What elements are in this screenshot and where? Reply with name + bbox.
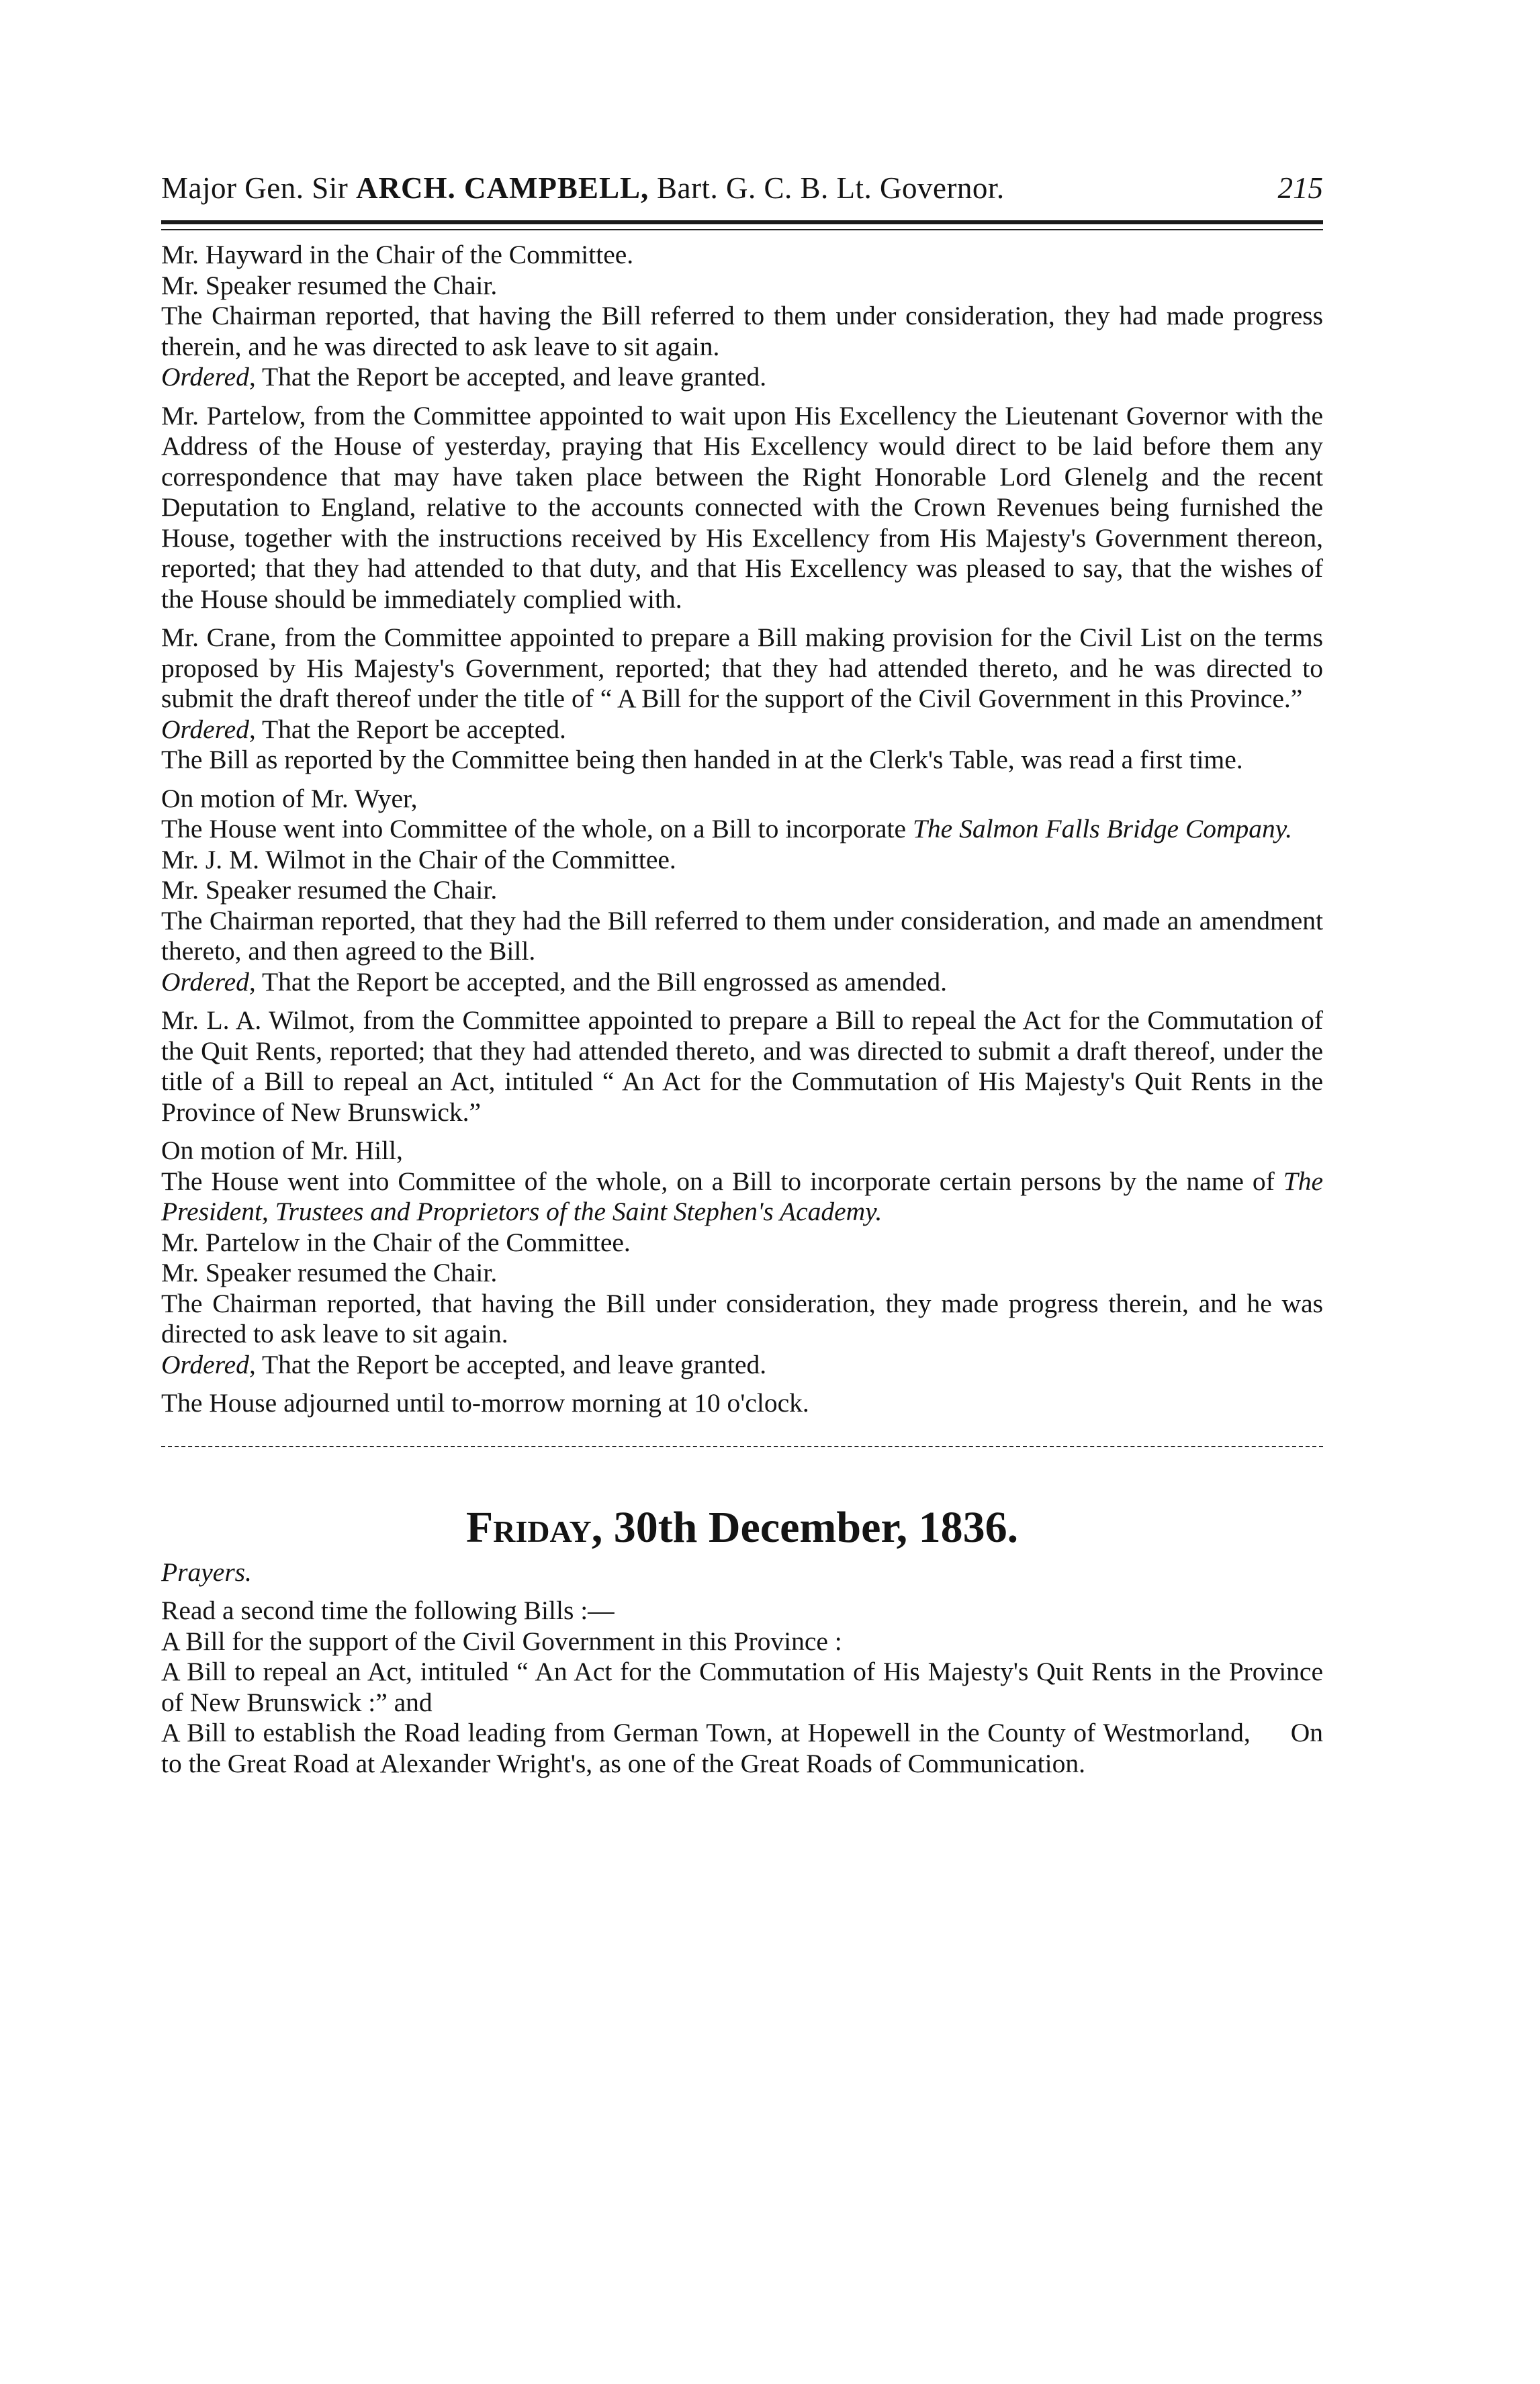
- paragraph: The House adjourned until to-morrow morning at 10 o'clock.: [161, 1388, 809, 1418]
- header-rule: [161, 220, 1323, 230]
- paragraph: Mr. L. A. Wilmot, from the Committee appointed to prepare a Bill to repeal the Act for the Commutation of the Quit Rents, reported; that they had attended thereto, and was directed to submit a draft thereof, under the title of a Bill to repeal an Act, intituled “ An Act for the Commutation of His Majesty's Quit Rents in the Province of New Brunswick.”: [161, 1005, 1323, 1127]
- journal-body: [161, 240, 1323, 1779]
- paragraph: Mr. J. M. Wilmot in the Chair of the Committee.: [161, 844, 676, 874]
- day-heading: [161, 1501, 1323, 1555]
- catchword: On: [1290, 1718, 1323, 1747]
- paragraph: The Bill as reported by the Committee being then handed in at the Clerk's Table, was read a first time.: [161, 745, 1243, 774]
- academy-name: The President, Trustees and Proprietors of the Saint Stephen's Academy.: [161, 1166, 1323, 1226]
- paragraph: A Bill to repeal an Act, intituled “ An Act for the Commutation of His Majesty's Quit Rents in the Province of New Brunswick :” and: [161, 1657, 1323, 1717]
- paragraph: On motion of Mr. Hill,: [161, 1136, 403, 1165]
- paragraph: Mr. Hayward in the Chair of the Committee.: [161, 240, 634, 269]
- paragraph: [161, 1166, 1323, 1228]
- ordered-label: Ordered,: [161, 966, 256, 997]
- last-paragraph-row: [161, 1718, 1323, 1779]
- paragraph: [161, 362, 1323, 393]
- paragraph: [161, 814, 1323, 845]
- paragraph-text: The House went into Committee of the whole, on a Bill to incorporate: [161, 814, 913, 843]
- paragraph: Mr. Partelow in the Chair of the Committee.: [161, 1227, 631, 1257]
- day-name: Friday,: [465, 1502, 603, 1552]
- paragraph-text: That the Report be accepted.: [255, 714, 566, 744]
- paragraph-text: That the Report be accepted, and leave granted.: [255, 362, 767, 392]
- section-divider: [161, 1446, 1323, 1447]
- running-title-prefix: Major Gen. Sir: [161, 171, 356, 205]
- company-name: The Salmon Falls Bridge Company.: [912, 814, 1292, 843]
- paragraph-text: The House went into Committee of the whole, on a Bill to incorporate certain persons by the name of: [161, 1166, 1283, 1196]
- paragraph: Mr. Speaker resumed the Chair.: [161, 875, 498, 905]
- prayers-label: Prayers.: [161, 1557, 252, 1587]
- paragraph-text: That the Report be accepted, and leave granted.: [255, 1349, 767, 1379]
- document-page: [161, 168, 1323, 1779]
- paragraph: A Bill to establish the Road leading from German Town, at Hopewell in the County of Westmorland, to the Great Road at Alexander Wright's, as one of the Great Roads of Communication.: [161, 1718, 1251, 1778]
- paragraph: The Chairman reported, that they had the Bill referred to them under consideration, and made an amendment thereto, and then agreed to the Bill.: [161, 905, 1323, 966]
- paragraph: [161, 1350, 1323, 1381]
- paragraph: On motion of Mr. Wyer,: [161, 783, 418, 813]
- running-title-name: ARCH. CAMPBELL,: [355, 171, 649, 205]
- running-title: [161, 168, 1005, 208]
- paragraph: [161, 967, 1323, 998]
- day-date: 30th December, 1836.: [602, 1502, 1019, 1552]
- paragraph: [161, 715, 1323, 745]
- running-title-suffix: Bart. G. C. B. Lt. Governor.: [649, 171, 1005, 205]
- paragraph: The Chairman reported, that having the Bill under consideration, they made progress therein, and he was directed to ask leave to sit again.: [161, 1288, 1323, 1348]
- paragraph: A Bill for the support of the Civil Government in this Province :: [161, 1626, 842, 1656]
- paragraph-text: That the Report be accepted, and the Bill engrossed as amended.: [255, 966, 947, 997]
- paragraph: Mr. Speaker resumed the Chair.: [161, 1258, 498, 1287]
- page-number: 215: [1277, 171, 1323, 205]
- paragraph: Mr. Speaker resumed the Chair.: [161, 270, 498, 300]
- ordered-label: Ordered,: [161, 1349, 256, 1379]
- paragraph: The Chairman reported, that having the Bill referred to them under consideration, they had made progress therein, and he was directed to ask leave to sit again.: [161, 301, 1323, 361]
- ordered-label: Ordered,: [161, 714, 256, 744]
- running-head: [161, 168, 1323, 208]
- paragraph: Mr. Partelow, from the Committee appointed to wait upon His Excellency the Lieutenant Governor with the Address of the House of yesterday, praying that His Excellency would direct to be laid before them any correspondence that may have taken place between the Right Honorable Lord Glenelg and the recent Deputation to England, relative to the accounts connected with the Crown Revenues being furnished the House, together with the instructions received by His Excellency from His Majesty's Government thereon, reported; that they had attended to that duty, and that His Excellency was pleased to say, that the wishes of the House should be immediately complied with.: [161, 400, 1323, 614]
- ordered-label: Ordered,: [161, 362, 256, 392]
- paragraph: Mr. Crane, from the Committee appointed to prepare a Bill making provision for the Civil List on the terms proposed by His Majesty's Government, reported; that they had attended thereto, and he was directed to submit the draft thereof under the title of “ A Bill for the support of the Civil Government in this Province.”: [161, 623, 1323, 713]
- paragraph: Read a second time the following Bills :—: [161, 1596, 615, 1625]
